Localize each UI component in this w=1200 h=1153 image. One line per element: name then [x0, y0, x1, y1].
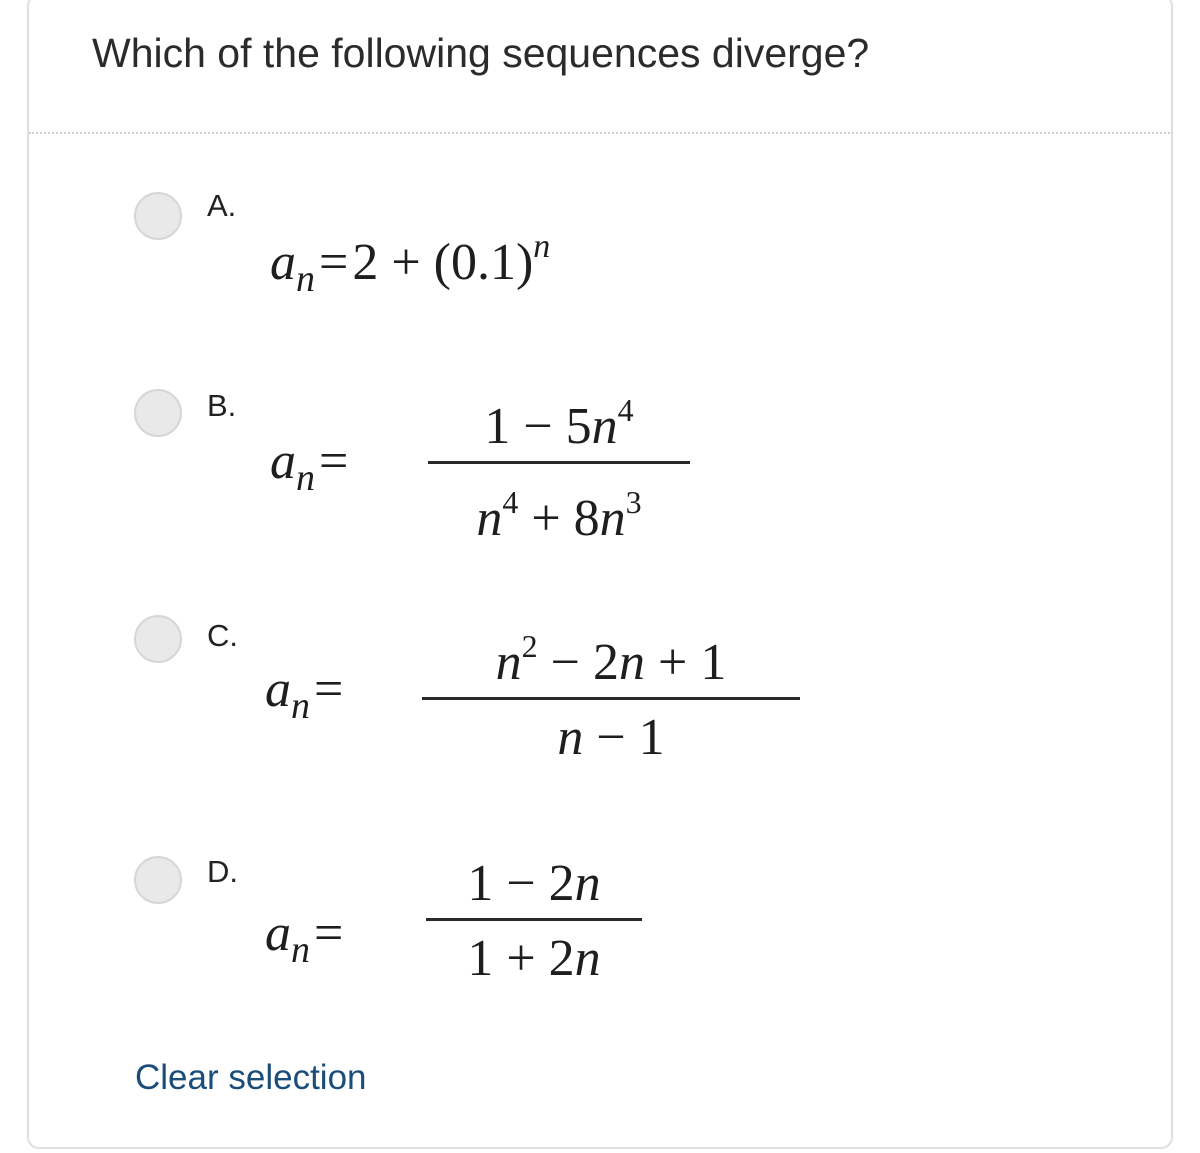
option-b-denominator: $n^4 + 8n^3$ [476, 484, 642, 547]
option-c-fraction[interactable] [422, 618, 800, 766]
radio-option-a[interactable] [134, 192, 182, 240]
option-c-equals: = [314, 661, 344, 718]
radio-option-b[interactable] [134, 389, 182, 437]
radio-option-d[interactable] [134, 856, 182, 904]
radio-option-c[interactable] [134, 615, 182, 663]
option-a-letter: A. [207, 188, 237, 223]
option-c-letter: C. [207, 618, 238, 653]
option-c-lhs: $a_n$ [265, 661, 310, 727]
option-d-equals: = [314, 905, 344, 962]
divider [29, 132, 1173, 134]
question-title: Which of the following sequences diverge? [92, 30, 870, 76]
option-d-letter: D. [207, 854, 238, 889]
option-a-rhs: $2 + (0.1)^n$ [352, 228, 551, 291]
option-c-fraction-bar [422, 697, 800, 700]
option-a-formula[interactable] [270, 228, 550, 301]
clear-selection-link[interactable]: Clear selection [135, 1058, 367, 1097]
option-b-lhs-group[interactable] [270, 432, 348, 500]
option-d-numerator: 1 − 2n [467, 855, 601, 912]
option-b-fraction[interactable] [428, 382, 690, 547]
option-a-lhs: $a_n$ [270, 234, 315, 300]
option-c-lhs-group[interactable] [265, 660, 343, 728]
option-b-letter: B. [207, 388, 237, 423]
option-b-numerator: $1 - 5n^4$ [484, 392, 634, 455]
option-d-lhs: $a_n$ [265, 905, 310, 971]
option-b-lhs: $a_n$ [270, 433, 315, 499]
option-d-fraction-bar [426, 918, 642, 921]
option-d-denominator: 1 + 2n [467, 930, 601, 987]
option-b-equals: = [319, 433, 349, 490]
option-b-fraction-bar [428, 461, 690, 464]
option-d-lhs-group[interactable] [265, 904, 343, 972]
option-a-equals: = [319, 234, 349, 291]
option-c-numerator: $n^2 - 2n + 1$ [495, 628, 727, 691]
option-c-denominator: n − 1 [557, 709, 665, 766]
option-d-fraction[interactable] [426, 856, 642, 987]
